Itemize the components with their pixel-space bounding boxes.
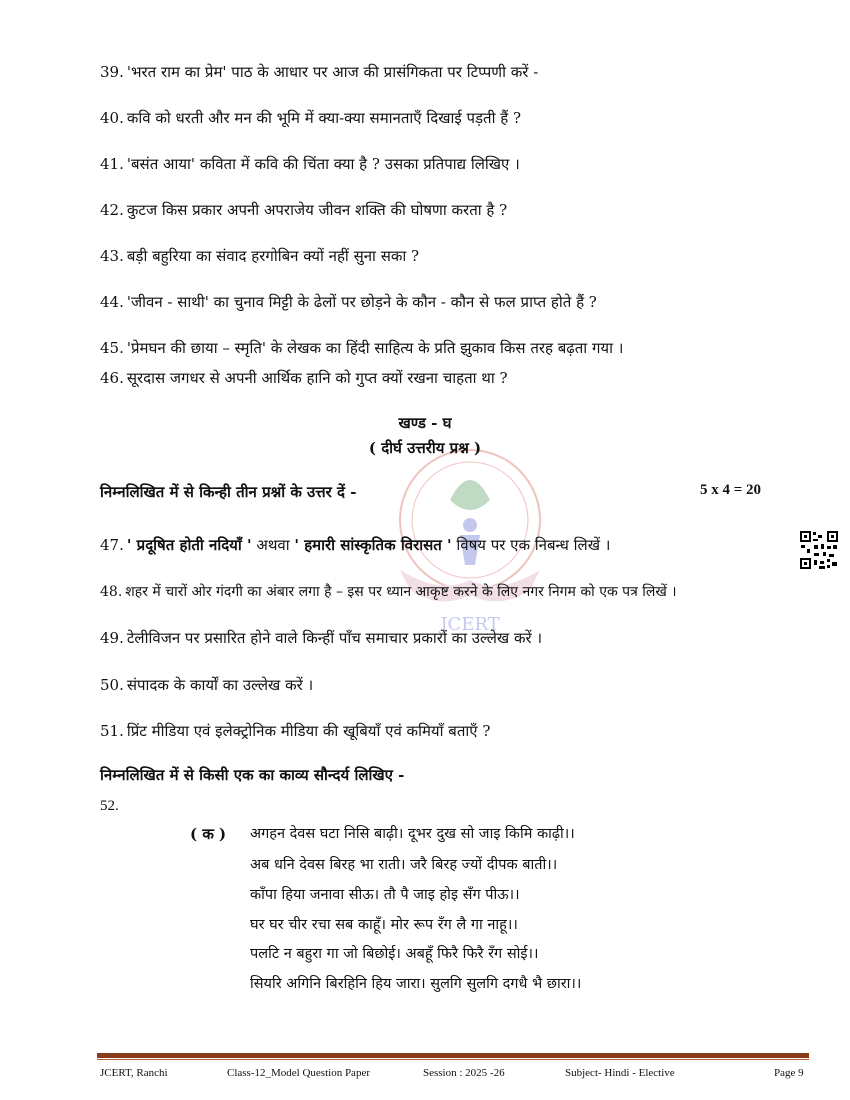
question-41: 41. 'बसंत आया' कविता में कवि की चिंता क्या है ? उसका प्रतिपाद्य लिखिए । — [100, 155, 520, 173]
section-title: खण्ड - घ — [398, 414, 452, 432]
question-49: 49. टेलीविजन पर प्रसारित होने वाले किन्हीं पाँच समाचार प्रकारों का उल्लेख करें । — [100, 629, 543, 647]
section-instruction: निम्नलिखित में से किन्ही तीन प्रश्नों के उत्तर दें - — [100, 483, 357, 501]
watermark-figure-head — [463, 518, 477, 532]
footer-rule — [97, 1053, 809, 1058]
poem-line: घर घर चीर रचा सब काहूँ। मोर रूप रँग लै गा नाहू।। — [250, 917, 518, 933]
question-47: 47. ' प्रदूषित होती नदियाँ ' अथवा ' हमारी सांस्कृतिक विरासत ' विषय पर एक निबन्ध लिखें । — [100, 536, 611, 554]
poetry-instruction: निम्नलिखित में से किसी एक का काव्य सौन्दर्य लिखिए - — [100, 766, 405, 784]
watermark-text: JCERT — [440, 614, 500, 635]
question-44: 44. 'जीवन - साथी' का चुनाव मिट्टी के ढेलों पर छोड़ने के कौन - कौन से फल प्राप्त होते हैं ? — [100, 293, 597, 311]
question-40: 40. कवि को धरती और मन की भूमि में क्या-क्या समानताएँ दिखाई पड़ती हैं ? — [100, 109, 522, 127]
footer-paper: Class-12_Model Question Paper — [227, 1067, 370, 1079]
section-marks: 5 x 4 = 20 — [700, 482, 762, 498]
footer-subject: Subject- Hindi - Elective — [565, 1067, 675, 1079]
question-51: 51. प्रिंट मीडिया एवं इलेक्ट्रोनिक मीडिया की खूबियाँ एवं कमियाँ बताएँ ? — [100, 722, 491, 740]
footer-page-number: Page 9 — [774, 1067, 804, 1079]
question-48: 48. शहर में चारों ओर गंदगी का अंबार लगा है – इस पर ध्यान आकृष्ट करने के लिए नगर निगम को एक पत्र लिखें । — [100, 584, 677, 600]
footer-org: JCERT, Ranchi — [100, 1067, 168, 1079]
footer-session: Session : 2025 -26 — [423, 1067, 505, 1079]
question-45: 45. 'प्रेमघन की छाया – स्मृति' के लेखक का हिंदी साहित्य के प्रति झुकाव किस तरह बढ़ता गया । — [100, 339, 624, 357]
question-39: 39. 'भरत राम का प्रेम' पाठ के आधार पर आज की प्रासंगिकता पर टिप्पणी करें - — [100, 63, 539, 81]
watermark-leaf — [450, 480, 490, 510]
qr-code — [799, 530, 839, 570]
poem-line: काँपा हिया जनावा सीऊ। तौ पै जाइ होइ सँग पीऊ।। — [250, 887, 520, 903]
question-43: 43. बड़ी बहुरिया का संवाद हरगोबिन क्यों नहीं सुना सका ? — [100, 247, 420, 265]
question-46: 46. सूरदास जगधर से अपनी आर्थिक हानि को गुप्त क्यों रखना चाहता था ? — [100, 369, 508, 387]
poem-line: सियरि अगिनि बिरहिनि हिय जारा। सुलगि सुलगि दगधै भै छारा।। — [250, 976, 582, 992]
poem-line: अगहन देवस घटा निसि बाढ़ी। दूभर दुख सो जाइ किमि काढ़ी।। — [250, 826, 575, 842]
poem-option-label: ( क ) — [190, 825, 227, 843]
footer-rule-thin — [97, 1059, 809, 1060]
question-52-number: 52. — [100, 798, 119, 814]
question-50: 50. संपादक के कार्यों का उल्लेख करें । — [100, 676, 314, 694]
poem-line: अब धनि देवस बिरह भा राती। जरै बिरह ज्यों दीपक बाती।। — [250, 857, 558, 873]
question-42: 42. कुटज किस प्रकार अपनी अपराजेय जीवन शक्ति की घोषणा करता है ? — [100, 201, 508, 219]
poem-line: पलटि न बहुरा गा जो बिछोई। अबहूँ फिरै फिरै रँग सोई।। — [250, 946, 539, 962]
section-subtitle: ( दीर्घ उत्तरीय प्रश्न ) — [368, 439, 482, 457]
